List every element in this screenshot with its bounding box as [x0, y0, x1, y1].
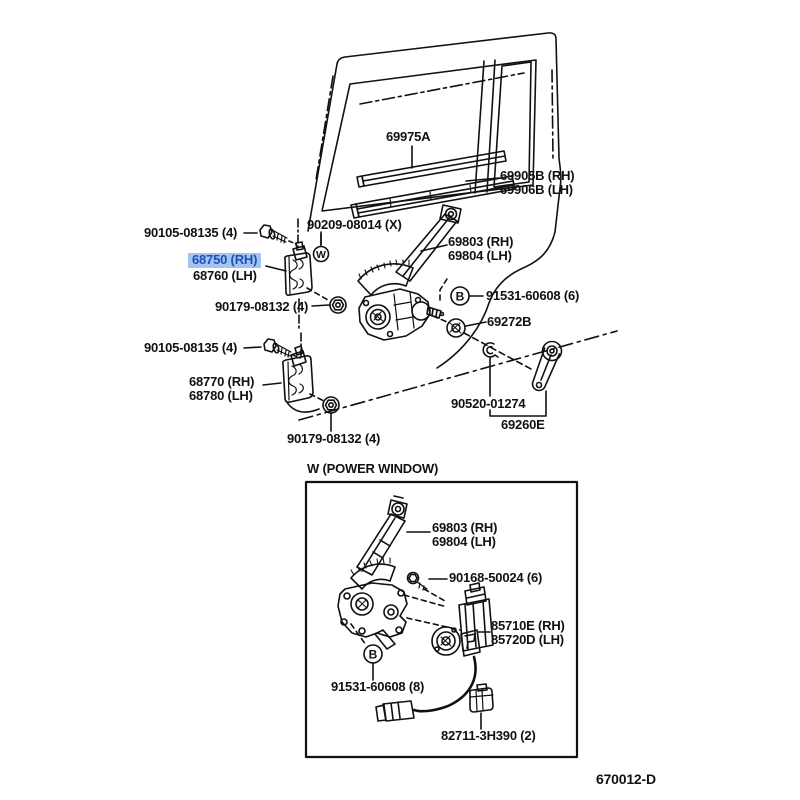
b-symbol-letter: B — [455, 289, 465, 304]
motor-bolt-icon — [408, 573, 428, 591]
hinge-nut-icon-lower — [323, 397, 339, 431]
motor-drawing — [432, 583, 493, 656]
regulator-drawing-inset — [338, 496, 460, 649]
hinge-nut-icon-upper — [330, 297, 346, 313]
part-label-regulator-rh-inset[interactable]: 69803 (RH) — [432, 520, 498, 535]
part-label-screw-x[interactable]: 90209-08014 (X) — [307, 217, 402, 232]
wire-clamp-drawing — [470, 684, 493, 729]
part-label-hinge-lower-rh[interactable]: 68770 (RH) — [189, 374, 255, 389]
part-label-regulator-lh[interactable]: 69804 (LH) — [448, 248, 512, 263]
b-symbol-main — [451, 287, 483, 305]
part-label-regulator-bolt-6[interactable]: 91531-60608 (6) — [486, 288, 580, 303]
part-label-glass-run[interactable]: 69975A — [386, 129, 431, 144]
part-label-regulator-lh-inset[interactable]: 69804 (LH) — [432, 534, 496, 549]
hinge-lower-drawing — [283, 333, 324, 412]
b-symbol-letter: B — [368, 647, 378, 662]
part-label-wire-clamp[interactable]: 82711-3H390 (2) — [441, 728, 536, 743]
part-label-hinge-lower-lh[interactable]: 68780 (LH) — [189, 388, 253, 403]
hinge-bolt-icon-upper — [260, 225, 296, 244]
part-label-regulator-bolt-8[interactable]: 91531-60608 (8) — [331, 679, 425, 694]
part-label-weatherstrip-rh[interactable]: 69905B (RH) — [500, 168, 575, 183]
part-label-hinge-bolt-lower[interactable]: 90105-08135 (4) — [144, 340, 238, 355]
part-label-hinge-nut-lower[interactable]: 90179-08132 (4) — [287, 431, 381, 446]
part-label-motor-lh[interactable]: 85720D (LH) — [491, 632, 564, 647]
part-label-grommet[interactable]: 69272B — [487, 314, 532, 329]
w-symbol-letter: W — [316, 249, 326, 261]
part-label-hinge-bolt-upper[interactable]: 90105-08135 (4) — [144, 225, 238, 240]
belt-moldings-drawing — [351, 151, 515, 218]
part-label-motor-bolt[interactable]: 90168-50024 (6) — [449, 570, 543, 585]
part-label-hinge-upper-lh[interactable]: 68760 (LH) — [193, 268, 257, 283]
inset-title: W (POWER WINDOW) — [307, 461, 439, 476]
part-label-hinge-nut-upper[interactable]: 90179-08132 (4) — [215, 299, 309, 314]
grommet-drawing — [447, 319, 465, 337]
part-label-handle-snap[interactable]: 90520-01274 — [451, 396, 526, 411]
crank-handle-drawing — [533, 342, 562, 391]
part-label-weatherstrip-lh[interactable]: 69906B (LH) — [500, 182, 573, 197]
part-label-hinge-upper-rh-selected[interactable]: 68750 (RH) — [188, 253, 261, 268]
part-label-handle[interactable]: 69260E — [501, 417, 545, 432]
figure-code: 670012-D — [596, 771, 656, 787]
part-label-motor-rh[interactable]: 85710E (RH) — [491, 618, 565, 633]
part-label-regulator-rh[interactable]: 69803 (RH) — [448, 234, 514, 249]
